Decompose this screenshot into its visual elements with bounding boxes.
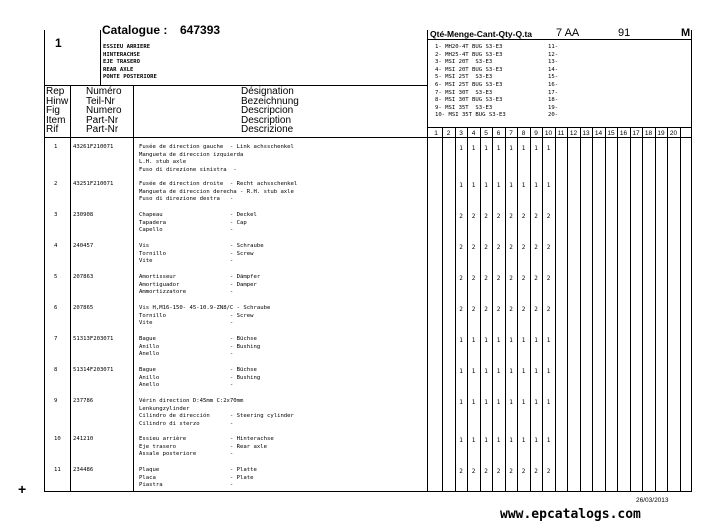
row-description-line: Cilindro de dirección - Steering cylinder (139, 413, 294, 420)
row-rep: 5 (54, 274, 58, 280)
qty-column-header: 1 (434, 130, 438, 137)
model-entry: 18- (548, 97, 559, 104)
row-qty: 2 (546, 275, 551, 282)
row-description-line: Tapadera - Cap (139, 219, 247, 226)
model-entry: 6- MSI 25T BUG S3-E3 (435, 81, 503, 88)
row-description-line: Vite - (139, 320, 234, 327)
row-qty: 2 (484, 275, 488, 282)
row-qty: 2 (521, 213, 526, 220)
rep-header-line: Fig (46, 105, 60, 117)
row-description-line: Bague - Büchse (139, 367, 257, 373)
row-qty: 2 (509, 275, 513, 282)
group-code: 7 AA (556, 27, 580, 39)
row-qty: 2 (534, 244, 538, 251)
qty-column-divider (555, 127, 556, 491)
row-qty: 2 (459, 275, 463, 282)
row-qty: 2 (459, 468, 463, 475)
model-entry: 11- (548, 44, 559, 50)
row-qty: 1 (496, 145, 501, 152)
row-qty: 1 (484, 399, 488, 406)
row-qty: 2 (546, 468, 551, 475)
row-description-line: Cilindro di sterzo - (139, 420, 234, 427)
qty-block-left-border (427, 30, 428, 492)
row-rep: 4 (54, 243, 58, 249)
row-qty: 2 (459, 213, 463, 220)
row-qty: 1 (521, 437, 526, 444)
qty-column-divider (580, 127, 581, 491)
qty-header-label: Qté-Menge-Cant-Qty-Q.ta (430, 29, 532, 39)
row-qty: 2 (471, 306, 476, 313)
row-description-line: L.H. stub axle (139, 159, 187, 166)
row-qty: 2 (459, 306, 463, 313)
designation-header-line: Description (241, 114, 292, 126)
row-qty: 1 (534, 182, 538, 189)
part-header-line: Part-Nr (86, 124, 119, 136)
row-description-line: Fuso di direzione sinistra - (139, 166, 237, 173)
model-entry: 8- MSI 30T BUG S3-E3 (435, 97, 503, 104)
qty-column-header: 20 (669, 130, 678, 137)
model-entry: 5- MSI 25T S3-E3 (435, 74, 493, 81)
model-entry: 1- MH20-4T BUG S3-E3 (435, 44, 503, 50)
row-qty: 1 (496, 368, 501, 375)
assembly-titles (103, 44, 157, 82)
row-qty: 2 (484, 244, 488, 251)
row-qty: 2 (534, 213, 538, 220)
row-part-number: 207865 (73, 305, 94, 311)
row-part-number: 234486 (73, 467, 94, 473)
qty-header-line (427, 39, 692, 40)
row-qty: 1 (459, 437, 463, 444)
row-qty: 2 (496, 306, 501, 313)
row-qty: 1 (496, 182, 501, 189)
row-qty: 1 (534, 337, 538, 344)
designation-header-line: Désignation (241, 86, 294, 97)
qty-column-divider (642, 127, 643, 491)
qty-column-divider (442, 127, 443, 491)
row-qty: 1 (459, 368, 463, 375)
qty-column-header: 6 (496, 130, 501, 137)
row-qty: 1 (484, 182, 488, 189)
row-qty: 1 (534, 145, 538, 152)
model-entry: 15- (548, 74, 559, 81)
row-qty: 1 (471, 145, 476, 152)
watermark-url: www.epcatalogs.com (500, 507, 641, 522)
row-part-number: 43251F210071 (73, 181, 114, 187)
assembly-title-line: PONTE POSTERIORE (103, 74, 157, 81)
model-entry: 17- (548, 89, 559, 96)
model-entry: 2- MH25-4T BUG S3-E3 (435, 51, 503, 58)
row-qty: 1 (534, 368, 538, 375)
model-entry: 14- (548, 66, 559, 73)
row-qty: 2 (509, 306, 513, 313)
row-qty: 1 (459, 145, 463, 152)
row-qty: 1 (546, 368, 551, 375)
row-part-number: 237786 (73, 398, 94, 404)
row-rep: 1 (54, 144, 58, 150)
row-description-line: Bague - Büchse (139, 336, 257, 342)
model-entry: 10- MSI 35T BUG S3-E3 (435, 112, 506, 119)
row-qty: 1 (459, 337, 463, 344)
row-qty: 1 (521, 368, 526, 375)
row-description-line: Piastra - (139, 482, 234, 489)
row-description-line: Chapeau - Deckel (139, 212, 257, 218)
row-qty: 2 (534, 306, 538, 313)
catalogue-number: 647393 (180, 23, 221, 37)
print-date: 26/03/2013 (636, 497, 669, 504)
qty-column-header: 13 (582, 130, 590, 137)
row-qty: 1 (521, 182, 526, 189)
qty-column-header: 19 (657, 130, 665, 137)
row-description-line: Mangueta de direccion izquierda (139, 151, 244, 158)
row-description-line: Fusée de direction gauche - Link achsschenkel (139, 144, 294, 150)
row-part-number: 241210 (73, 436, 94, 442)
row-qty: 2 (546, 306, 551, 313)
row-description (139, 305, 270, 328)
row-description-line: Tornillo - Screw (139, 312, 254, 319)
row-qty: 2 (484, 213, 488, 220)
row-part-number: 43261F210071 (73, 144, 114, 150)
row-qty: 2 (521, 468, 526, 475)
model-entry: 9- MSI 35T S3-E3 (435, 104, 493, 111)
row-qty: 1 (484, 145, 488, 152)
row-qty: 2 (509, 244, 513, 251)
row-qty: 1 (509, 182, 513, 189)
model-entry: 19- (548, 104, 559, 111)
row-qty: 1 (496, 337, 501, 344)
row-qty: 1 (534, 399, 538, 406)
part-number-column-header (86, 87, 122, 135)
row-qty: 1 (509, 399, 513, 406)
row-qty: 2 (496, 213, 501, 220)
row-description (139, 181, 297, 204)
part-column-divider (133, 85, 134, 492)
qty-column-header: 10 (544, 130, 553, 137)
assembly-title-line: ESSIEU ARRIERE (103, 44, 151, 50)
row-qty: 2 (484, 468, 488, 475)
row-description-line: Eje trasero - Rear axle (139, 443, 267, 450)
qty-column-header: 15 (607, 130, 615, 137)
qty-column-header: 9 (534, 130, 538, 137)
row-qty: 1 (496, 399, 501, 406)
row-description-line: Placa - Plate (139, 474, 254, 481)
row-qty: 2 (496, 244, 501, 251)
qty-column-header: 2 (446, 130, 451, 137)
row-rep: 11 (54, 467, 61, 473)
qty-column-header: 16 (619, 130, 628, 137)
qty-column-header: 7 (509, 130, 513, 137)
row-qty: 1 (459, 182, 463, 189)
row-qty: 1 (546, 337, 551, 344)
row-qty: 2 (546, 213, 551, 220)
model-list-extra (548, 44, 558, 120)
row-qty: 1 (546, 145, 551, 152)
row-description-line: Vite - (139, 258, 234, 265)
row-qty: 2 (459, 244, 463, 251)
row-description-line: Essieu arrière - Hinterachse (139, 436, 274, 442)
qty-column-divider (567, 127, 568, 491)
row-rep: 7 (54, 336, 58, 342)
row-qty: 1 (471, 399, 476, 406)
row-part-number: 240457 (73, 243, 94, 249)
qty-column-header: 11 (557, 130, 565, 137)
row-qty: 2 (521, 244, 526, 251)
page-mark: M (681, 27, 691, 39)
designation-header-line: Descripcion (241, 105, 294, 117)
row-description-line: Lenkungzylinder (139, 405, 190, 412)
plus-mark: + (18, 481, 27, 497)
row-qty: 1 (521, 145, 526, 152)
qty-column-divider (655, 127, 656, 491)
page-number: 1 (55, 36, 62, 50)
left-border (44, 30, 45, 492)
row-description-line: Vis H,M16-150- 45-10.9-ZN8/C - Schraube (139, 305, 271, 311)
rep-column-header (46, 87, 68, 135)
qty-column-divider (630, 127, 631, 491)
model-entry: 13- (548, 59, 559, 66)
row-description-line: Capello - (139, 227, 234, 234)
row-qty: 1 (484, 368, 488, 375)
row-qty: 2 (521, 275, 526, 282)
row-qty: 2 (546, 244, 551, 251)
row-description-line: Anello - (139, 351, 234, 358)
qty-column-header: 4 (471, 130, 476, 137)
model-entry: 3- MSI 20T S3-E3 (435, 59, 493, 66)
qty-column-header: 3 (459, 130, 463, 137)
qty-column-header: 5 (484, 130, 488, 137)
row-qty: 2 (509, 468, 513, 475)
row-qty: 1 (471, 182, 476, 189)
row-qty: 2 (534, 468, 538, 475)
qty-column-header: 12 (569, 130, 578, 137)
part-header-line: Part-Nr (86, 114, 119, 126)
row-qty: 2 (471, 213, 476, 220)
row-qty: 1 (459, 399, 463, 406)
row-part-number: 230908 (73, 212, 94, 218)
rep-header-line: Rif (46, 124, 59, 136)
row-description (139, 367, 260, 390)
row-qty: 1 (471, 368, 476, 375)
row-rep: 6 (54, 305, 58, 311)
model-list (435, 44, 506, 120)
row-description-line: Fusée de direction droite - Recht achsschenkel (139, 181, 298, 187)
row-description-line: Anillo - Bushing (139, 343, 261, 350)
row-description (139, 212, 257, 235)
row-qty: 2 (496, 468, 501, 475)
qty-column-header: 8 (521, 130, 526, 137)
row-qty: 1 (521, 399, 526, 406)
model-entry: 12- (548, 51, 559, 58)
qty-column-divider (592, 127, 593, 491)
row-description (139, 336, 260, 359)
row-description (139, 398, 294, 428)
row-qty: 2 (496, 275, 501, 282)
row-description-line: Vis - Schraube (139, 243, 264, 249)
header-divider (100, 30, 101, 85)
rep-header-line: Hinw (46, 95, 69, 107)
qty-column-divider (667, 127, 668, 491)
row-description-line: Fuso di direzione destra - (139, 196, 234, 203)
qty-column-divider (605, 127, 606, 491)
row-qty: 2 (534, 275, 538, 282)
row-qty: 1 (471, 437, 476, 444)
row-description-line: Mangueta de direccion derecha - R.H. stub axle (139, 188, 294, 195)
right-border (691, 30, 692, 492)
row-part-number: 207863 (73, 274, 94, 280)
rep-column-divider (70, 85, 71, 492)
row-description-line: Anillo - Bushing (139, 374, 261, 381)
row-part-number: 51314F203071 (73, 367, 114, 373)
model-entry: 20- (548, 112, 559, 119)
row-description (139, 144, 294, 174)
page-ref: 91 (618, 27, 631, 39)
row-description-line: Plaque - Platte (139, 467, 257, 473)
page-bottom-line (44, 491, 692, 492)
headers-bottom-line (44, 137, 428, 138)
assembly-title-line: HINTERACHSE (103, 51, 141, 58)
row-rep: 3 (54, 212, 58, 218)
rep-header-line: Rep (46, 86, 65, 97)
row-description-line: Tornillo - Screw (139, 250, 254, 257)
row-qty: 1 (484, 437, 488, 444)
qty-column-header: 18 (644, 130, 653, 137)
row-description-line: Amortisseur - Dämpfer (139, 274, 261, 280)
row-description (139, 467, 257, 490)
qty-column-divider (680, 127, 681, 491)
assembly-title-line: EJE TRASERO (103, 59, 141, 66)
rep-header-line: Item (46, 114, 66, 126)
model-entry: 7- MSI 30T S3-E3 (435, 89, 493, 96)
row-qty: 2 (484, 306, 488, 313)
row-qty: 1 (509, 337, 513, 344)
row-rep: 10 (54, 436, 61, 442)
row-qty: 2 (471, 244, 476, 251)
row-part-number: 51313F203071 (73, 336, 114, 342)
row-qty: 2 (471, 275, 476, 282)
row-description-line: Assale posteriore - (139, 451, 234, 458)
row-rep: 9 (54, 398, 58, 404)
row-rep: 8 (54, 367, 58, 373)
row-description (139, 436, 274, 459)
row-rep: 2 (54, 181, 58, 187)
row-qty: 1 (484, 337, 488, 344)
row-qty: 1 (534, 437, 538, 444)
part-header-line: Teil-Nr (86, 95, 115, 107)
row-qty: 2 (509, 213, 513, 220)
designation-header-line: Bezeichnung (241, 95, 299, 107)
row-description (139, 243, 264, 266)
part-header-line: Numéro (86, 86, 122, 97)
row-description-line: Amortiguador - Damper (139, 281, 257, 288)
row-qty: 2 (471, 468, 476, 475)
qty-column-header: 17 (632, 130, 640, 137)
row-description-line: Anello - (139, 382, 234, 389)
row-qty: 1 (509, 437, 513, 444)
row-description-line: Vérin direction D:45mm C:2x70mm (139, 398, 244, 404)
model-entry: 4- MSI 20T BUG S3-E3 (435, 66, 503, 73)
part-header-line: Numero (86, 105, 122, 117)
row-qty: 1 (509, 145, 513, 152)
row-description-line: Ammortizzatore - (139, 289, 234, 296)
assembly-title-line: REAR AXLE (103, 66, 134, 73)
qty-column-header: 14 (594, 130, 603, 137)
row-qty: 1 (546, 437, 551, 444)
designation-header-line: Descrizione (241, 124, 294, 136)
qty-column-divider (617, 127, 618, 491)
row-qty: 1 (546, 399, 551, 406)
model-entry: 16- (548, 81, 559, 88)
row-qty: 1 (521, 337, 526, 344)
row-qty: 1 (509, 368, 513, 375)
row-qty: 2 (521, 306, 526, 313)
row-qty: 1 (471, 337, 476, 344)
row-description (139, 274, 260, 297)
catalogue-label: Catalogue : (102, 23, 168, 37)
row-qty: 1 (546, 182, 551, 189)
row-qty: 1 (496, 437, 501, 444)
